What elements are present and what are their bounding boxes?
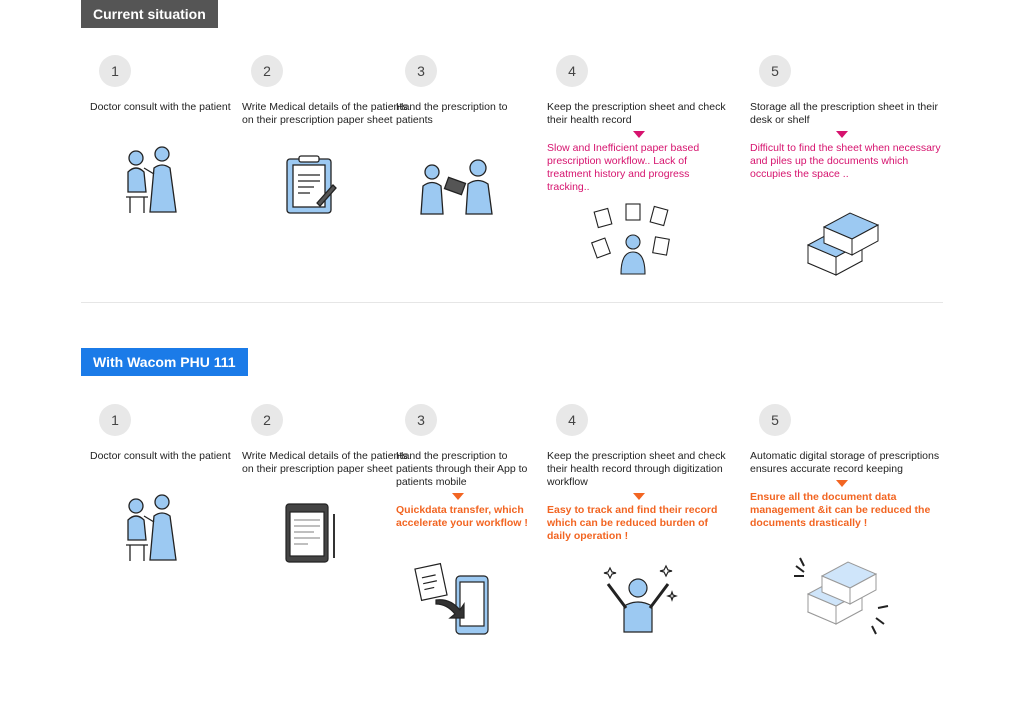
step-number: 4 [556,404,588,436]
step-description: Hand the prescription to patients through their App to patients mobile [396,450,528,488]
step-description: Storage all the prescription sheet in their desk or shelf [750,101,938,126]
signature-pad-tablet-icon [282,502,342,564]
current-step-5 [750,55,942,181]
wacom-step-5 [750,404,944,530]
step-number: 2 [251,404,283,436]
step-description: Keep the prescription sheet and check their health record through digitization workflow [547,450,726,488]
wacom-step-2 [242,404,420,476]
step-description: Automatic digital storage of prescriptions ensures accurate record keeping [750,450,940,475]
wacom-step-4 [547,404,732,543]
step-description: Keep the prescription sheet and check their health record [547,101,726,126]
handing-prescription-icon [420,158,500,218]
benefit-note: Quickdata transfer, which accelerate your workflow ! [396,504,528,529]
problem-note: Slow and Inefficient paper based prescription workflow.. Lack of treatment history and progress tracking.. [547,142,700,193]
arrow-down-icon [836,480,848,487]
step-number: 2 [251,55,283,87]
doctor-patient-consult-icon [120,142,190,217]
arrow-down-icon [836,131,848,138]
step-number: 1 [99,55,131,87]
current-step-4 [547,55,732,194]
paper-stacks-icon [806,205,880,277]
scattered-papers-icon [590,202,676,276]
happy-doctor-icon [598,562,678,634]
step-description: Doctor consult with the patient [90,101,231,113]
step-number: 3 [405,404,437,436]
wacom-title: With Wacom PHU 111 [81,348,248,376]
clipboard-prescription-icon [283,155,339,217]
document-to-mobile-icon [414,562,494,636]
benefit-note: Easy to track and find their record which can be reduced burden of daily operation ! [547,504,718,542]
step-number: 4 [556,55,588,87]
step-number: 5 [759,404,791,436]
doctor-patient-consult-icon [120,490,190,565]
section-divider [81,302,943,303]
current-situation-title: Current situation [81,0,218,28]
step-description: Write Medical details of the patients on their prescription paper sheet [242,450,408,475]
step-description: Doctor consult with the patient [90,450,231,462]
current-step-3 [396,55,531,127]
wacom-step-3 [396,404,531,530]
problem-note: Difficult to find the sheet when necessary and piles up the documents which occupies the space .. [750,142,941,180]
arrow-down-icon [633,131,645,138]
step-number: 1 [99,404,131,436]
step-description: Hand the prescription to patients [396,101,508,126]
step-number: 5 [759,55,791,87]
benefit-note: Ensure all the document data management &it can be reduced the documents drastically ! [750,491,931,529]
reduced-documents-icon [794,556,890,636]
current-step-2 [242,55,420,127]
arrow-down-icon [452,493,464,500]
step-description: Write Medical details of the patients on their prescription paper sheet [242,101,408,126]
arrow-down-icon [633,493,645,500]
step-number: 3 [405,55,437,87]
